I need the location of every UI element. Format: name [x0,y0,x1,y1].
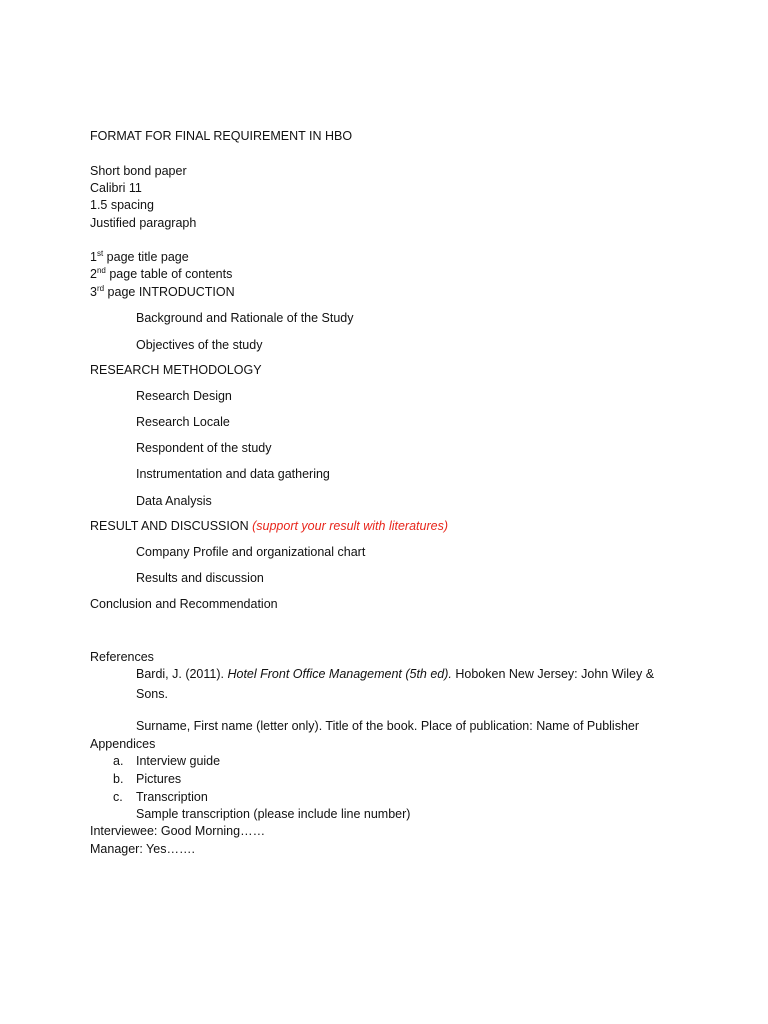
methodology-item-design: Research Design [136,389,232,403]
page-item-2: 2nd page table of contents [90,266,233,281]
document-title: FORMAT FOR FINAL REQUIREMENT IN HBO [90,129,353,143]
reference-entry-continuation: Sons. [136,687,168,701]
appendix-sample-note: Sample transcription (please include line number) [136,807,411,821]
transcript-line-2: Manager: Yes……. [90,842,195,856]
appendix-item-interview: a. Interview guide [113,754,221,768]
intro-item-objectives: Objectives of the study [136,338,263,352]
appendix-item-transcription: c. Transcription [113,790,208,804]
page-item-3: 3rd page INTRODUCTION [90,284,235,299]
methodology-heading: RESEARCH METHODOLOGY [90,363,262,377]
transcript-line-1: Interviewee: Good Morning…… [90,824,266,838]
spec-font: Calibri 11 [90,181,142,195]
results-item-company: Company Profile and organizational chart [136,545,366,559]
results-item-discussion: Results and discussion [136,571,264,585]
results-heading: RESULT AND DISCUSSION (support your result with literatures) [90,519,448,533]
results-note: (support your result with literatures) [252,519,448,533]
methodology-item-instrumentation: Instrumentation and data gathering [136,467,330,481]
reference-format-note: Surname, First name (letter only). Title of the book. Place of publication: Name of Publisher [136,719,640,733]
methodology-item-respondent: Respondent of the study [136,441,272,455]
appendix-item-pictures: b. Pictures [113,772,182,786]
spec-paper: Short bond paper [90,164,187,178]
reference-entry: Bardi, J. (2011). Hotel Front Office Management (5th ed). Hoboken New Jersey: John Wiley & [136,667,655,681]
references-heading: References [90,650,154,664]
page-item-1: 1st page title page [90,249,189,264]
spec-alignment: Justified paragraph [90,216,197,230]
methodology-item-locale: Research Locale [136,415,230,429]
methodology-item-analysis: Data Analysis [136,494,212,508]
spec-spacing: 1.5 spacing [90,198,154,212]
conclusion-heading: Conclusion and Recommendation [90,597,278,611]
intro-item-background: Background and Rationale of the Study [136,311,354,325]
appendices-heading: Appendices [90,737,156,751]
